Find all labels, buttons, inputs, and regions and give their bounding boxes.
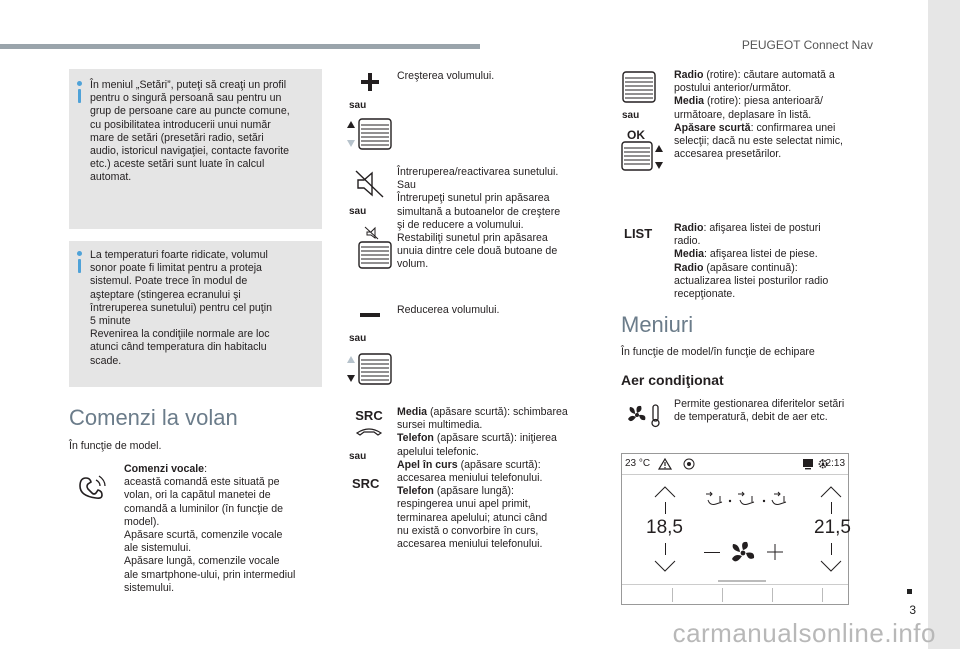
sau-label-4: sau [349, 451, 367, 462]
mute-speaker-icon [355, 170, 385, 198]
outside-temperature: 23 °C [625, 458, 651, 469]
src-call-label: Apel în curs [397, 458, 458, 471]
page-number: 3 [909, 603, 916, 617]
list-radio-text: : afişarea listei de posturi radio. [674, 222, 821, 248]
src-phone-text: (apăsare scurtă): iniţierea apelului telefonic. [397, 432, 557, 458]
fan-icon[interactable] [730, 540, 756, 566]
fan-speed-plus-button[interactable] [766, 543, 784, 561]
thumbwheel-up-icon [347, 117, 395, 151]
ok-media-text: (rotire): piesa anterioară/ următoare, deplasare în listă. [674, 95, 823, 121]
phone-handset-icon [355, 426, 383, 436]
mute-desc: Întreruperea/reactivarea sunetului. Sau Întrerupeţi sunetul prin apăsarea simultană a butoanelor de creştere şi de reducere a volumului. Restabiliţi sunetul prin apăsarea unuia dintre cele două butoane de volum. [397, 166, 561, 271]
voice-command-icon [76, 472, 110, 500]
ok-radio-label: Radio [674, 69, 704, 81]
ok-press-text: : confirmarea unei selecţii; dacă nu este selectat nimic, accesarea presetărilor. [674, 121, 843, 161]
src-desc [397, 406, 587, 551]
menus-intro: În funcţie de model/în funcţie de echipare [621, 346, 815, 358]
src-label-1: SRC [355, 408, 383, 423]
list-desc [674, 222, 884, 301]
src-phone-label: Telefon [397, 432, 434, 445]
thumbwheel-updown-icon [621, 141, 665, 171]
list-radio-label: Radio [674, 222, 704, 234]
thumbwheel-icon [622, 71, 656, 103]
warning-icon [658, 458, 672, 470]
temp-left-down-button[interactable] [654, 560, 676, 572]
voice-command-text: această comandă este situată pe volan, ori la capătul manetei de comandă a luminilor (în funcţie de model). Apăsare scurtă, comenzile vocale ale sistemului. Apăsare lungă, comenzile vocale ale smartphone-ului, prin intermediul sistemului. [124, 476, 296, 594]
sau-label-1: sau [349, 100, 367, 111]
src-media-text: (apăsare scurtă): schimbarea sursei multimedia. [397, 406, 568, 432]
screen-bottom-bar [622, 584, 848, 605]
page-marker [907, 589, 912, 594]
temp-right-up-button[interactable] [820, 486, 842, 498]
voice-command-colon: : [204, 463, 208, 475]
info-note-profiles [69, 69, 322, 229]
sau-label-5: sau [622, 110, 640, 121]
voice-command-desc [124, 463, 324, 595]
fan-level-bar [718, 580, 766, 582]
media-screen-icon [802, 458, 814, 470]
sau-label-3: sau [349, 333, 367, 344]
airflow-modes-icon[interactable] [702, 488, 798, 508]
ok-label: OK [627, 128, 645, 142]
volume-up-desc: Creşterea volumului. [397, 70, 495, 82]
ok-radio-text: (rotire): căutare automată a postului anterior/următor. [674, 69, 835, 95]
temp-left-up-button[interactable] [654, 486, 676, 498]
list-radio-long-text: (apăsare continuă): actualizarea listei posturilor radio recepţionate. [674, 261, 829, 301]
section-title-steering: Comenzi la volan [69, 405, 238, 430]
screen-status-bar [622, 454, 848, 475]
ok-press-label: Apăsare scurtă [674, 121, 751, 134]
temp-left-tick-top [665, 502, 666, 514]
list-radio-long-label: Radio [674, 261, 704, 274]
climate-screen [621, 453, 849, 605]
note-profiles-text: În meniul „Setări”, puteţi să creaţi un profil pentru o singură persoană sau pentru un grup de persoane care au puncte comune, cu posibilitatea introducerii unui număr mare de setări (presetări radio, setări audio, istoricul navigaţiei, contacte favorite etc.) aceste setări sunt luate în calcul automat. [90, 79, 290, 184]
sidebar-strip [928, 0, 960, 649]
plus-icon [360, 72, 380, 92]
climate-fan-thermometer-icon [625, 402, 665, 428]
temp-left-tick-bottom [665, 543, 666, 555]
note-temperature-text: La temperaturi foarte ridicate, volumul sonor poate fi limitat pentru a proteja sistemul. Poate trece în modul de aşteptare (stingerea ecranului şi întreruperea sunetului) pentru cel puţin 5 minute Revenirea la condiţiile normale are loc atunci când temperatura din habitaclu scade. [90, 249, 272, 367]
temp-right-value[interactable]: 21,5 [814, 517, 851, 538]
thumbwheel-down-icon [347, 352, 395, 386]
temp-right-tick-bottom [831, 543, 832, 555]
volume-down-desc: Reducerea volumului. [397, 304, 500, 316]
src-phone-button-icon [352, 408, 386, 441]
temp-right-down-button[interactable] [820, 560, 842, 572]
list-label: LIST [624, 226, 653, 241]
section-title-menus: Meniuri [621, 312, 694, 337]
header-rule [0, 44, 480, 49]
ok-desc [674, 69, 884, 161]
temp-right-tick-top [831, 502, 832, 514]
voice-command-title: Comenzi vocale [124, 463, 205, 475]
sau-label-2: sau [349, 206, 367, 217]
src-call-text: (apăsare scurtă): accesarea meniului telefonului. [397, 458, 543, 485]
ac-desc: Permite gestionarea diferitelor setări de temperatură, debit de aer etc. [674, 398, 845, 424]
list-media-label: Media [674, 248, 705, 261]
ok-media-label: Media [674, 95, 705, 108]
src-media-label: Media [397, 406, 428, 418]
src-phone-long-label: Telefon [397, 485, 434, 498]
subsection-title-ac: Aer condiţionat [621, 372, 724, 388]
info-note-temperature [69, 241, 322, 387]
page-header-title: PEUGEOT Connect Nav [741, 38, 873, 52]
minus-icon [360, 312, 380, 318]
src-phone-long-text: (apăsare lungă): respingerea unui apel primit, terminarea apelului; atunci când nu există o convorbire în curs, accesarea meniului telefonului. [397, 485, 548, 551]
navigation-target-icon [683, 458, 695, 470]
list-media-text: : afişarea listei de piese. [704, 248, 818, 261]
mute-thumbwheel-icon [347, 224, 395, 270]
watermark: carmanualsonline.info [672, 618, 936, 648]
clock: 12:13 [820, 458, 846, 469]
fan-speed-minus-button[interactable] [704, 552, 720, 553]
src-label-2: SRC [352, 476, 380, 491]
steering-intro: În funcţie de model. [69, 440, 162, 452]
temp-left-value[interactable]: 18,5 [646, 517, 683, 538]
